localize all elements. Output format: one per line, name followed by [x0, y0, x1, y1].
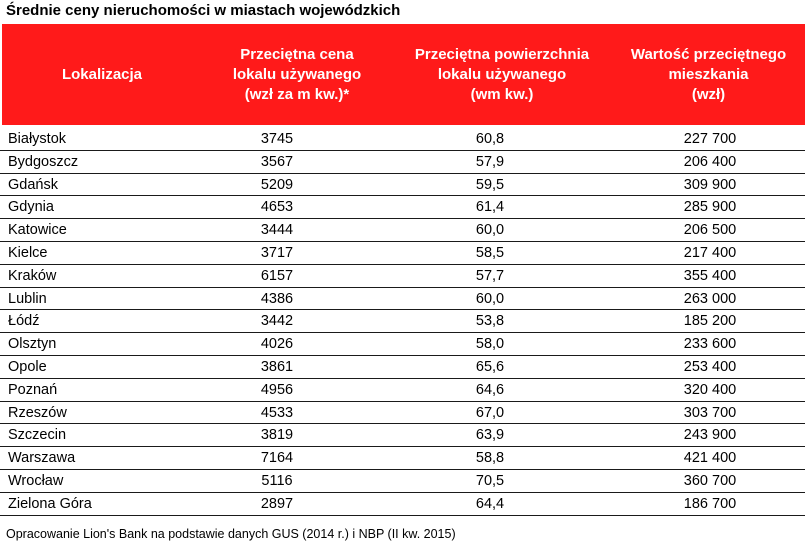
- price-cell: 2897: [260, 495, 294, 512]
- table-row: [0, 288, 805, 311]
- table-row: [0, 424, 805, 447]
- price-cell: 5116: [261, 472, 293, 489]
- city-cell: Rzeszów: [8, 404, 67, 421]
- table-title: Średnie ceny nieruchomości w miastach wojewódzkich: [6, 2, 401, 19]
- table-row: [0, 219, 805, 242]
- price-cell: 3567: [260, 153, 294, 170]
- city-cell: Gdańsk: [8, 176, 58, 193]
- header-city: [2, 24, 202, 125]
- price-cell: 3819: [260, 427, 294, 444]
- table-row: [0, 447, 805, 470]
- header-city-label: Lokalizacja: [61, 65, 143, 83]
- price-cell: 4653: [260, 199, 294, 216]
- city-cell: Gdynia: [8, 199, 54, 216]
- city-cell: Olsztyn: [8, 336, 57, 353]
- area-cell: 67,0: [475, 404, 505, 421]
- header-area-label: Przeciętna powierzchnia lokalu używanego (wm kw.): [414, 45, 590, 103]
- city-cell: Wrocław: [8, 472, 64, 489]
- price-cell: 3861: [260, 358, 294, 375]
- table-row: [0, 493, 805, 516]
- value-cell: 320 400: [683, 381, 737, 398]
- price-cell: 4533: [260, 404, 294, 421]
- city-cell: Bydgoszcz: [8, 153, 79, 170]
- header-price-label: Przeciętna cena lokalu używanego (wzł za m kw.)*: [232, 45, 362, 103]
- price-cell: 4956: [260, 381, 294, 398]
- price-cell: 4026: [260, 336, 294, 353]
- area-cell: 60,8: [475, 131, 505, 147]
- price-cell: 3442: [260, 313, 294, 330]
- area-cell: 64,6: [475, 381, 505, 398]
- area-cell: 70,5: [475, 472, 505, 489]
- header-area: [392, 24, 612, 125]
- value-cell: 206 400: [683, 153, 737, 170]
- table-row: [0, 333, 805, 356]
- city-cell: Szczecin: [8, 427, 67, 444]
- city-cell: Opole: [8, 358, 47, 375]
- value-cell: 243 900: [683, 427, 737, 444]
- city-cell: Lublin: [8, 290, 47, 307]
- area-cell: 53,8: [475, 313, 505, 330]
- area-cell: 59,5: [475, 176, 505, 193]
- value-cell: 253 400: [683, 358, 737, 375]
- price-cell: 4386: [260, 290, 294, 307]
- value-cell: 263 000: [683, 290, 737, 307]
- table-row: [0, 379, 805, 402]
- city-cell: Warszawa: [8, 450, 76, 467]
- city-cell: Poznań: [8, 381, 58, 398]
- table-row: [0, 151, 805, 174]
- city-cell: Białystok: [8, 131, 67, 147]
- area-cell: 65,6: [475, 358, 505, 375]
- value-cell: 185 200: [683, 313, 737, 330]
- area-cell: 58,0: [475, 336, 505, 353]
- area-cell: 58,5: [475, 244, 505, 261]
- value-cell: 309 900: [683, 176, 737, 193]
- table-row: [0, 128, 805, 151]
- value-cell: 227 700: [683, 131, 737, 147]
- area-cell: 61,4: [475, 199, 505, 216]
- table-row: [0, 242, 805, 265]
- city-cell: Łódź: [8, 313, 40, 330]
- header-price: [202, 24, 392, 125]
- price-cell: 6157: [260, 267, 294, 284]
- value-cell: 360 700: [683, 472, 737, 489]
- table-row: [0, 402, 805, 425]
- table-row: [0, 196, 805, 219]
- value-cell: 421 400: [683, 450, 737, 467]
- table-body: [0, 128, 805, 516]
- table-row: [0, 174, 805, 197]
- price-cell: 3745: [260, 131, 294, 147]
- value-cell: 303 700: [683, 404, 737, 421]
- source-footnote: Opracowanie Lion's Bank na podstawie danych GUS (2014 r.) i NBP (II kw. 2015): [6, 527, 456, 541]
- area-cell: 60,0: [475, 290, 505, 307]
- header-value: [612, 24, 805, 125]
- table-row: [0, 265, 805, 288]
- area-cell: 60,0: [475, 222, 505, 239]
- area-cell: 58,8: [475, 450, 505, 467]
- price-cell: 7164: [260, 450, 294, 467]
- price-cell: 5209: [260, 176, 294, 193]
- area-cell: 63,9: [475, 427, 505, 444]
- header-value-label: Wartość przeciętnego mieszkania (wzł): [630, 45, 787, 103]
- table-row: [0, 310, 805, 333]
- city-cell: Katowice: [8, 222, 67, 239]
- area-cell: 64,4: [475, 495, 505, 512]
- area-cell: 57,9: [475, 153, 505, 170]
- value-cell: 217 400: [683, 244, 737, 261]
- table-row: [0, 356, 805, 379]
- city-cell: Kraków: [8, 267, 57, 284]
- table-row: [0, 470, 805, 493]
- price-cell: 3717: [260, 244, 294, 261]
- table-header: [2, 24, 805, 125]
- value-cell: 285 900: [683, 199, 737, 216]
- city-cell: Kielce: [8, 244, 48, 261]
- value-cell: 355 400: [683, 267, 737, 284]
- value-cell: 206 500: [683, 222, 737, 239]
- city-cell: Zielona Góra: [8, 495, 92, 512]
- value-cell: 233 600: [683, 336, 737, 353]
- value-cell: 186 700: [683, 495, 737, 512]
- area-cell: 57,7: [475, 267, 505, 284]
- price-cell: 3444: [260, 222, 294, 239]
